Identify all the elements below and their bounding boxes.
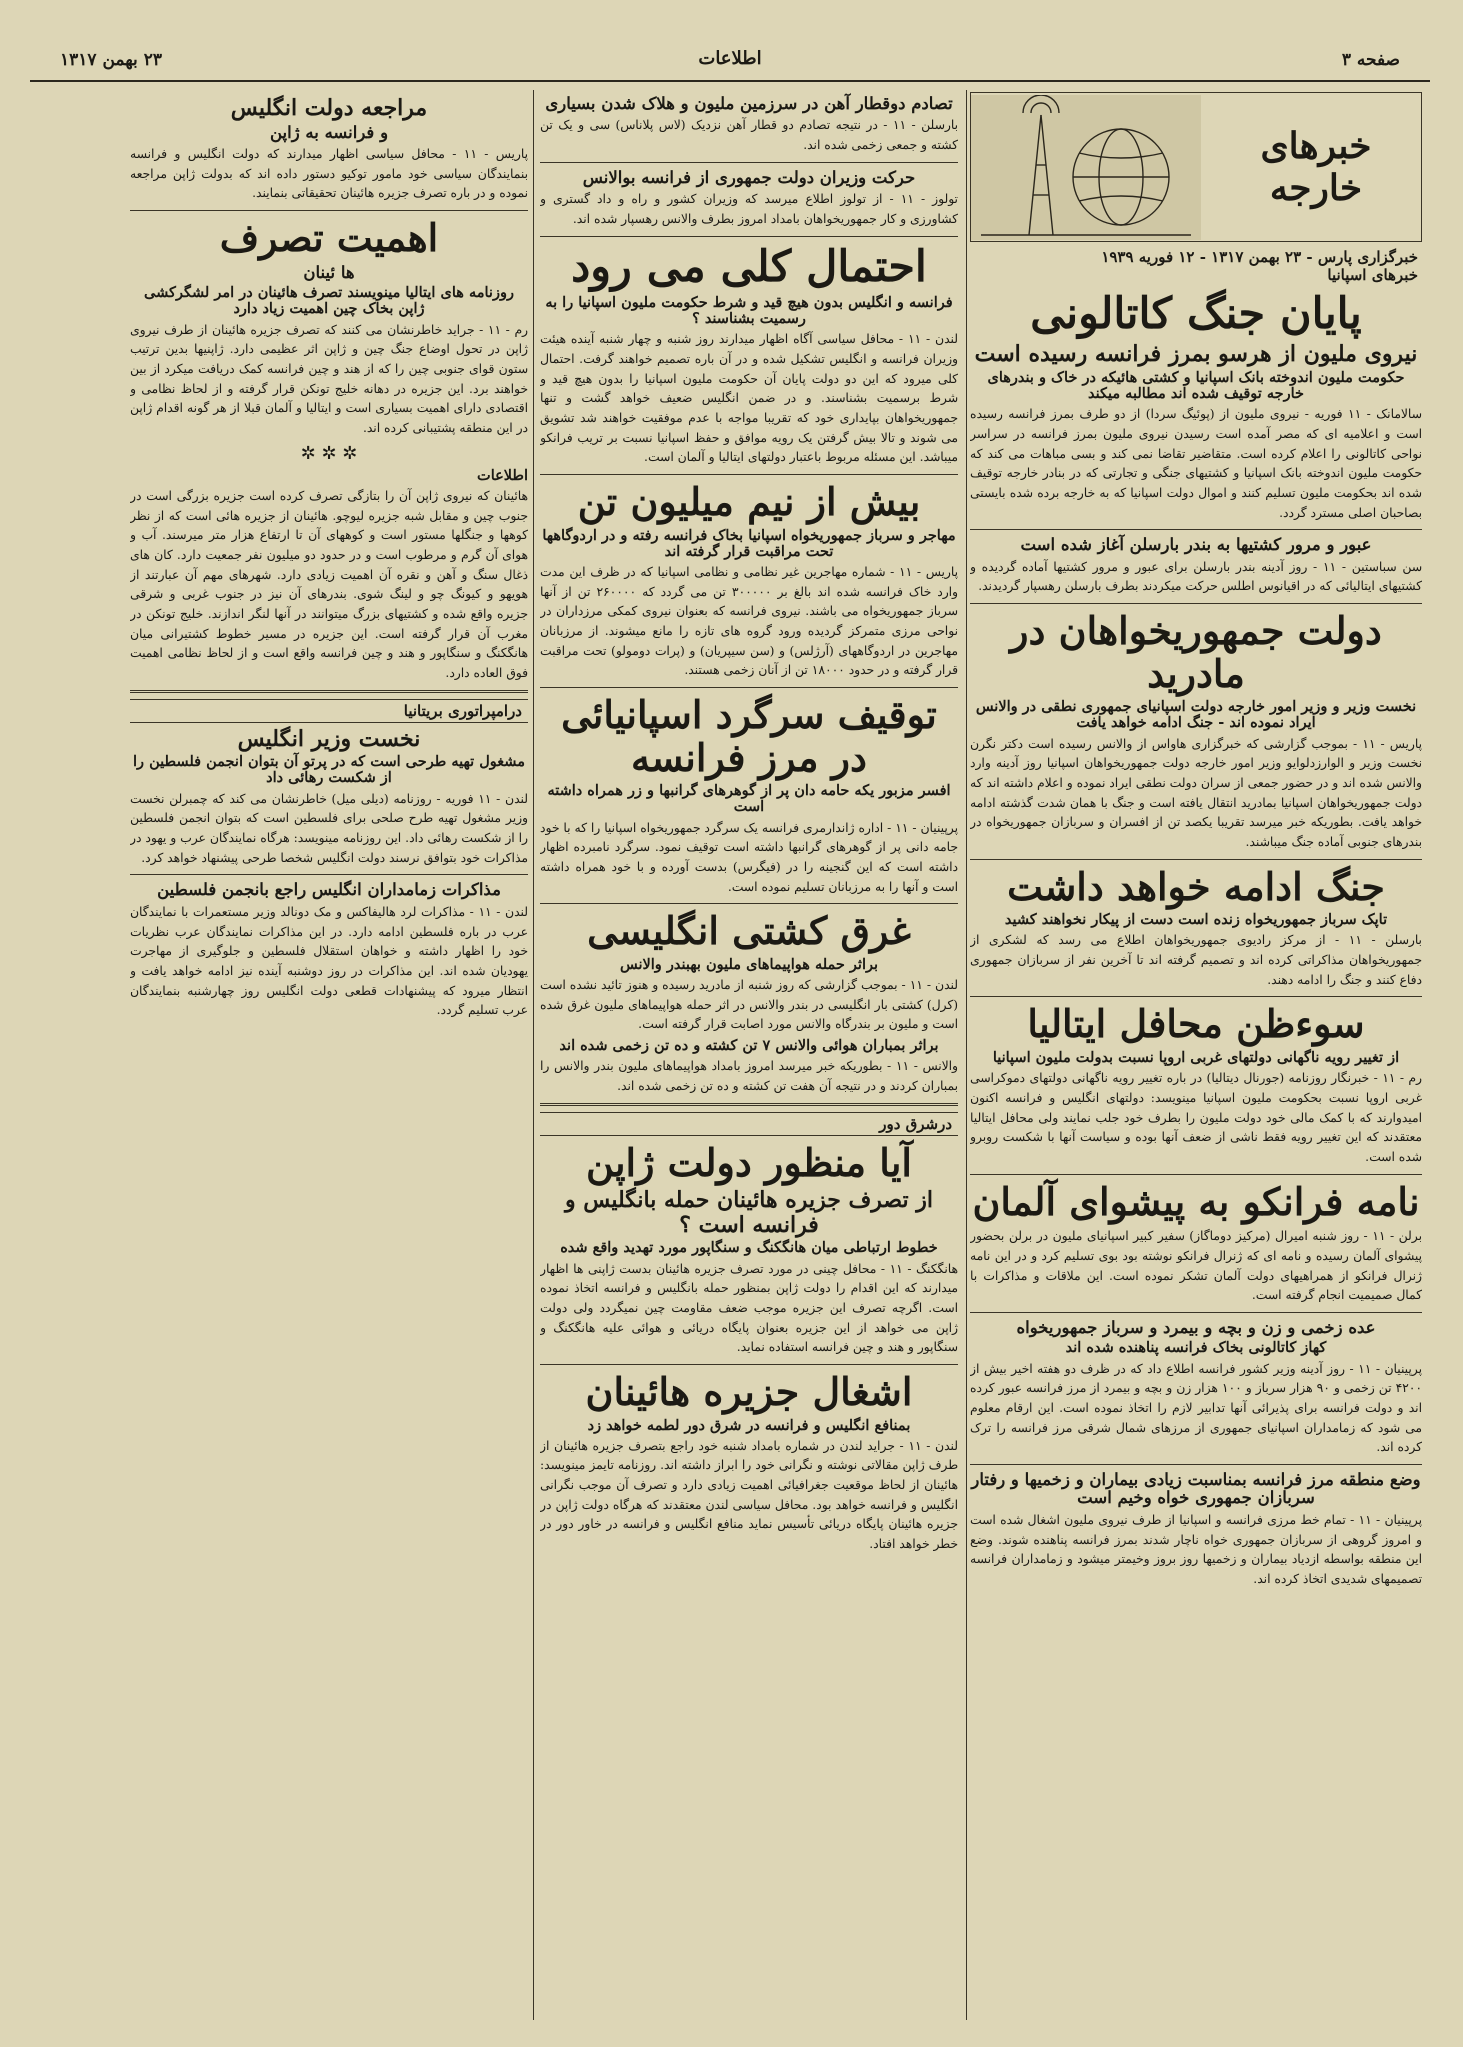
headline: نامه فرانکو به پیشوای آلمان — [972, 1178, 1420, 1224]
headline: احتمال کلی می رود — [571, 241, 927, 292]
article-body: پرپینیان - ۱۱ - اداره ژاندارمری فرانسه یک سرگرد جمهوریخواه اسپانیا را که با خود جامه دانی پر از گوهرهای گرانبها داشته است توقیف نمود. سرگرد نامبرده اظهار داشته است که این گنجینه را در (فیگرس) بدست آورده و با خود همراه داشته است و آنها را به مرزبانان تسلیم نموده است. — [540, 820, 958, 894]
article-body: بارسلن - ۱۱ - در نتیجه تصادم دو قطار آهن نزدیک (لاس پلاناس) سی و یک تن کشته و جمعی زخمی شده اند. — [540, 118, 958, 153]
headline: دولت جمهوریخواهان در مادرید — [1010, 608, 1382, 696]
subheadline: براثر حمله هواپیماهای ملیون بهبندر والانس — [619, 955, 879, 973]
subheadline: مهاجر و سرباز جمهوریخواه اسپانیا بخاک فرانسه رفته و در اردوگاهها تحت مراقبت قرار گرفته اند — [542, 526, 956, 560]
article-body: پرپینیان - ۱۱ - تمام خط مرزی فرانسه و اسپانیا از طرف نیروی ملیون اشغال شده است و امروز گروهی از سربازان جمهوری خواه ناچار شدند بمرز فرانسه پناهنده شوند. وضع این منطقه بواسطه ازدیاد بیماران و زخمیها روز بروز وخیمتر میشود و زمامداران فرانسه تصمیمهای شدیدی اتخاذ کرده اند. — [970, 1512, 1422, 1586]
article-body: لندن - ۱۱ - جراید لندن در شماره بامداد شنبه خود راجع بتصرف جزیره هائینان از طرف ژاپن مقالاتی نوشته و نگرانی خود را ابراز داشته اند. روزنامه تایمز مینویسد: هائینان از لحاظ موقعیت جغرافیائی اهمیت زیادی دارد و تصرف آن موجب نگرانی انگلیس و فرانسه خواهد بود. محافل سیاسی لندن معتقدند که هرگاه دولت ژاپن در جزیره هائینان پایگاه دریائی تأسیس نماید منافع انگلیس و فرانسه در خاور دور در خطر خواهد افتاد. — [540, 1438, 958, 1552]
subheadline: ها ئینان — [303, 262, 355, 282]
article-body: پاریس - ۱۱ - بموجب گزارشی که خبرگزاری هاواس از والانس رسیده است دکتر نگرن نخست وزیر و الوارزدلوایو وزیر امور خارجه دولت جمهوریخواهان اسپانیا روز آدینه وارد والانس شده اند و در حضور جمعی از سران دولت نطقی ایراد نموده و اعلام داشته اند که دولت جمهوریخواهان اسپانیا بمادرید انتقال یافته است و جنگ با همان شدت گذشته ادامه خواهد یافت. بطوریکه خبر میرسد تقریبا یکصد تن از افسران و سربازان جمهوریخواه در بندرهای جنوبی آماده جنگ میباشند. — [970, 736, 1422, 850]
headline: عده زخمی و زن و بچه و بیمرد و سرباز جمهوریخواه — [1016, 1317, 1376, 1337]
headline: اهمیت تصرف — [219, 215, 439, 261]
headline: نخست وزیر انگلیس — [237, 725, 421, 752]
info-title: اطلاعات — [477, 466, 528, 484]
headline: بیش از نیم میلیون تن — [577, 478, 921, 524]
headline: سوءظن محافل ایتالیا — [1027, 1001, 1365, 1047]
headline: تصادم دوقطار آهن در سرزمین ملیون و هلاک شدن بسیاری — [545, 94, 953, 113]
headline: مذاکرات زمامداران انگلیس راجع بانجمن فلسطین — [157, 880, 501, 900]
headline: براثر بمباران هوائی والانس ۷ تن کشته و ده تن زخمی شده اند — [559, 1037, 939, 1055]
article-body: پاریس - ۱۱ - محافل سیاسی اظهار میدارند که دولت انگلیس و فرانسه بنمایندگان سیاسی خود مامور توکیو دستور داده اند که بدولت ژاپن مراجعه نموده و در باره تصرف جزیره هائینان تحقیقاتی بنمایند. — [130, 147, 528, 201]
newspaper-name: اطلاعات — [698, 48, 762, 69]
article-body: رم - ۱۱ - خبرنگار روزنامه (جورنال دیتالیا) در باره تغییر رویه ناگهانی دولتهای دموکراسی غربی اروپا نسبت بحکومت ملیون اسپانیا مینویسد: دولتهای انگلیس و فرانسه اکنون امیدوارند که با کمک مالی خود دولت ملیون را بطرف خود جلب نمایند ولی محافل ایتالیا معتقدند که این تغییر رویه فقط ناشی از ضعف آنها بوده و سیاست آنها با شکست روبرو شده است. — [970, 1071, 1422, 1164]
article-body: تولوز - ۱۱ - از تولوز اطلاع میرسد که وزیران کشور و راه و داد گستری و کشاورزی و کار جمهوریخواهان بامداد امروز بطرف والانس رهسپار شده اند. — [540, 192, 958, 226]
masthead — [30, 20, 1430, 82]
britain-label: درامپراتوری بریتانیا — [130, 699, 528, 723]
spain-label — [970, 266, 1422, 284]
headline: غرق کشتی انگلیسی — [587, 908, 911, 954]
article-body: برلن - ۱۱ - روز شنبه امیرال (مرکیز دوماگاز) سفیر کبیر اسپانیای ملیون در برلن بحضور پیشوای آلمان رسیده و نامه ای که ژنرال فرانکو نوشته بود بوی تسلیم کرد و در این نامه ژنرال فرانکو از همراهیهای دولت آلمان تشکر نموده است. این ملاقات و مذاکرات با کمال صمیمیت انجام گرفته است. — [970, 1229, 1422, 1303]
article-body: پرپینیان - ۱۱ - روز آدینه وزیر کشور فرانسه اطلاع داد که در ظرف دو هفته اخیر بیش از ۴۲۰۰ تن زخمی و ۹۰ هزار سرباز و ۱۰۰ هزار زن و بچه و بیمرد از مرز فرانسه عبور کرده اند و دولت فرانسه برای پذیرائی آنها تدابیر لازم را اتخاذ نموده است. این ارقام معلوم می شود که زمامداران اسپانیای جمهوری از مرزهای شمال شرقی مرز فرانسه را ترک کرده اند. — [970, 1361, 1422, 1455]
subheadline: نخست وزیر و وزیر امور خارجه دولت اسپانیای جمهوری نطقی در والانس ایراد نموده اند - جنگ ادامه خواهد یافت — [975, 698, 1417, 732]
subheadline: مشغول تهیه طرحی است که در پرتو آن بتوان انجمن فلسطین را از شکست رهائی داد — [133, 753, 525, 787]
headline: توقیف سرگرد اسپانیائی در مرز فرانسه — [561, 692, 937, 780]
headline: وضع منطقه مرز فرانسه بمناسبت زیادی بیماران و زخمیها و رفتار سربازان جمهوری خواه وخیم است — [971, 1469, 1421, 1508]
globe-radio-tower-icon — [971, 95, 1201, 240]
article-body: لندن - ۱۱ - مذاکرات لرد هالیفاکس و مک دونالد وزیر مستعمرات با نمایندگان عرب در باره فلسطین ادامه دارد. در این مذاکرات نمایندگان عرب نظریات خود را اظهار داشته و خواهان استقلال فلسطین و جلوگیری از مهاجرت یهودیان شده اند. این مذاکرات در روز دوشنبه آینده نیز ادامه خواهد یافت و انتظار میرود که پیشنهادات قطعی دولت انگلیس روز چهارشنبه بنمایندگان عرب تسلیم گردد. — [130, 904, 528, 1018]
headline: جنگ ادامه خواهد داشت — [1007, 863, 1385, 909]
subheadline: خطوط ارتباطی میان هانگکنگ و سنگاپور مورد تهدید واقع شده — [560, 1239, 938, 1257]
dateline — [970, 248, 1422, 266]
subheadline: تاپک سرباز جمهوریخواه زنده است دست از پیکار نخواهند کشید — [1004, 911, 1388, 929]
section-title: خبرهای خارجه — [1260, 125, 1372, 209]
subheadline: و فرانسه به ژاپن — [269, 122, 389, 142]
column-rule — [533, 90, 534, 2020]
dateline-text: خبرگزاری پارس - ۲۳ بهمن ۱۳۱۷ - ۱۲ فوریه ۱۹۳۹ — [1101, 248, 1418, 266]
far-east-label: درشرق دور — [540, 1112, 958, 1136]
headline: پایان جنگ کاتالونی — [1030, 289, 1362, 339]
article-body: لندن - ۱۱ - محافل سیاسی آگاه اظهار میدارند روز شنبه و چهار شنبه آینده هیئت وزیران فرانسه و انگلیس تشکیل شده و در آن باره تصمیم خواهند گرفت. احتمال کلی میرود که این دو دولت پایان آن حکومت ملیون اسپانیا را بدون هیچ قید و شرط برسمیت بشناسند. و در ضمن انگلیس ضعیف خواهد گشت و تنها جمهوریخواهان بپایداری خود که تقریبا مواجه با عدم موفقیت خواهند شد تشویق می شوند و تالا بیش گرفتن یک رویه موافق و حفظ اسپانیا نسبت بر تریب فرانکو میباشد. این مسئله مربوط باعتبار دولتهای ایتالیا و آلمان است. — [540, 332, 958, 465]
subheadline: فرانسه و انگلیس بدون هیچ قید و شرط حکومت ملیون اسپانیا را به رسمیت بشناسند ؟ — [545, 293, 953, 328]
headline: آیا منظور دولت ژاپن — [586, 1139, 912, 1185]
newspaper-page — [30, 20, 1430, 2030]
column-rule — [966, 90, 967, 2020]
headline: حرکت وزیران دولت جمهوری از فرانسه بوالانس — [582, 167, 916, 187]
subheadline: روزنامه های ایتالیا مینویسند تصرف هائینان در امر لشگرکشی ژاپن بخاک چین اهمیت زیاد دارد — [144, 284, 514, 318]
subheadline: نیروی ملیون از هرسو بمرز فرانسه رسیده است — [974, 341, 1418, 368]
headline: اشغال جزیره هائینان — [585, 1369, 913, 1415]
subheadline: از تصرف جزیره هائینان حمله بانگلیس و فرانسه است ؟ — [564, 1187, 934, 1238]
section-banner — [970, 92, 1422, 242]
article-body: والانس - ۱۱ - بطوریکه خبر میرسد امروز بامداد هواپیماهای ملیون بندر والانس را بمباران کردند و در نتیجه آن هفت تن کشته و ده تن زخمی شده اند. — [540, 1059, 958, 1093]
subheadline: بمنافع انگلیس و فرانسه در شرق دور لطمه خواهد زد — [587, 1416, 911, 1434]
article-body: بارسلن - ۱۱ - از مرکز رادیوی جمهوریخواهان اطلاع می رسد که لشکری از جمهوریخواهان مذاکراتی کرده اند و تصمیم گرفته اند تا آخرین نفر از سربازان جمهوری دفاع کنند و جنگ را ادامه دهند. — [970, 933, 1422, 987]
article-body: هائینان که نیروی ژاپن آن را بتازگی تصرف کرده است جزیره بزرگی است در جنوب چین و مقابل شبه جزیره لیوچو. هائینان از جزیره هائی است که از نظر کوهها و جنگلها مستور است و کوههای آن تا ارتفاع هزار متر میرسند. آب و هوای آن گرم و مرطوب است و در حدود دو میلیون نفر جمعیت دارد. کان های ذغال سنگ و آهن و نقره آن اهمیت زیادی دارد. شهرهای مهم آن عبارتند از هویهو و کیونگ چو و لینگ شوی. بندرهای آن نیز در جنوب غربی و شرقی جزیره واقع شده و کشتیهای بزرگ میتوانند در آنها لنگر اندازند. خلیج تونکن در مغرب آن قرار گرفته است. این جزیره در مسیر خطوط کشتیرانی میان هانگکنگ و سنگاپور و هند و چین فرانسه واقع است و از لحاظ نظامی اهمیت فوق العاده دارد. — [130, 488, 528, 680]
page-number: صفحه ۳ — [1341, 50, 1400, 70]
article-body: سن سباستین - ۱۱ - روز آدینه بندر بارسلن برای عبور و مرور کشتیها آماده گردیده و کشتیهای ایتالیائی که در اقیانوس اطلس حرکت میکردند بطرف بارسلن رهسپار گردیدند. — [970, 559, 1422, 594]
column-middle — [540, 92, 958, 2020]
headline: مراجعه دولت انگلیس — [230, 95, 428, 121]
article-body: لندن - ۱۱ - بموجب گزارشی که روز شنبه از مادرید رسیده و هنوز تائید نشده است (کرل) کشتی بار انگلیسی در بندر والانس در اثر حمله هواپیماهای ملیون غرق شده است و ملیون بر بندرگاه والانس مورد اصابت قرار گرفته است. — [540, 978, 958, 1032]
subheadline: افسر مزبور یکه حامه دان پر از گوهرهای گرانبها و زر همراه داشته است — [547, 782, 951, 816]
subheadline: کهاز کاتالونی بخاک فرانسه پناهنده شده اند — [1065, 1339, 1327, 1357]
article-body: هانگکنگ - ۱۱ - محافل چینی در مورد تصرف جزیره هائینان بدست ژاپنی ها اظهار میدارند که این اقدام را دولت ژاپن بمنظور حمله بانگلیس و فرانسه اتخاذ نموده است. اگرچه تصرف این جزیره موجب ضعف مقاومت چین نمیگردد ولی دولت ژاپن می خواهد از این جزیره بعنوان پایگاه دریائی و هوائی علیه هانگکنگ و سنگاپور و هند و چین فرانسه استفاده نماید. — [540, 1261, 958, 1355]
column-left — [130, 92, 528, 2020]
article-body: سالامانک - ۱۱ فوریه - نیروی ملیون از (پوئیگ سردا) از دو طرف بمرز فرانسه رسیده است و اعلامیه ای که مصر آمده است رسیدن نیروی ملیون بمرز فرانسه در سراسر نواحی کاتالونی را اعلام کرده است. متقاضیر تقاضا نمی کند و بسی مباهات می کند که حکومت ملیون اندوخته بانک اسپانیا و کشتیهای جنگی و تجارتی که در بنادر خارجه توقیف شده اند بحکومت ملیون تسلیم کنند و اموال دولت اسپانیا که به خارجه برده شده بایستی بصاحبان اصلی مسترد گردد. — [970, 407, 1422, 520]
separator-stars: ✲ ✲ ✲ — [300, 442, 358, 464]
issue-date: ۲۳ بهمن ۱۳۱۷ — [60, 50, 162, 70]
subheadline: حکومت ملیون اندوخته بانک اسپانیا و کشتی هائیکه در خاک و بندرهای خارجه توقیف شده اند مطالبه میکند — [987, 368, 1405, 403]
headline: عبور و مرور کشتیها به بندر بارسلن آغاز شده است — [1020, 535, 1372, 555]
article-body: لندن - ۱۱ فوریه - روزنامه (دیلی میل) خاطرنشان می کند که چمبرلن نخست وزیر مشغول تهیه طرح صلحی برای فلسطین است که بتوان انجمن فلسطین را از شکست رهائی داد. این روزنامه مینویسد: هرگاه نمایندگان عرب و یهود در مذاکرات خود بتوافق نرسند دولت انگلیس شخصا طرحی پیشنهاد خواهد کرد. — [130, 791, 528, 865]
spain-label-text: خبرهای اسپانیا — [1327, 266, 1418, 284]
column-foreign-news — [970, 92, 1422, 2020]
article-body: رم - ۱۱ - جراید خاطرنشان می کنند که تصرف جزیره هائینان از طرف نیروی ژاپن در تحول اوضاع جنگ چین و ژاپن اثر عظیمی دارد. ژاپنیها بدین ترتیب ستون قوای جنوبی چین را که از هند و چین فرانسه کمک دریافت میکرد از بین خواهند برد. این جزیره در دهانه خلیج تونکن قرار گرفته و از لحاظ نظامی و اقتصادی دارای اهمیت بسیاری است و ایتالیا و آلمان قبلا از هر گونه اقدام ژاپن در این منطقه پشتیبانی کرده اند. — [130, 322, 528, 435]
article-body: پاریس - ۱۱ - شماره مهاجرین غیر نظامی و نظامی اسپانیا که در ظرف این مدت وارد خاک فرانسه شده اند بالغ بر ۳۰۰۰۰۰ تن می گردد که ۲۶۰۰۰۰ تن از آنها سرباز جمهوریخواه می باشند. نیروی فرانسه که بعنوان نیروی کمکی مرزداران در نواحی مرزی متمرکز گردیده ورود گروه های تازه را مانع میشوند. از مرزبانان مهاجرین در اردوگاههای (آرژلس) و (سن سیپریان) و (پرات دومولو) تحت مراقبت قرار گرفته و در حدود ۱۸۰۰۰ تن از آنان زخمی هستند. — [540, 564, 958, 678]
subheadline: از تغییر رویه ناگهانی دولتهای غربی اروپا نسبت بدولت ملیون اسپانیا — [992, 1049, 1400, 1067]
